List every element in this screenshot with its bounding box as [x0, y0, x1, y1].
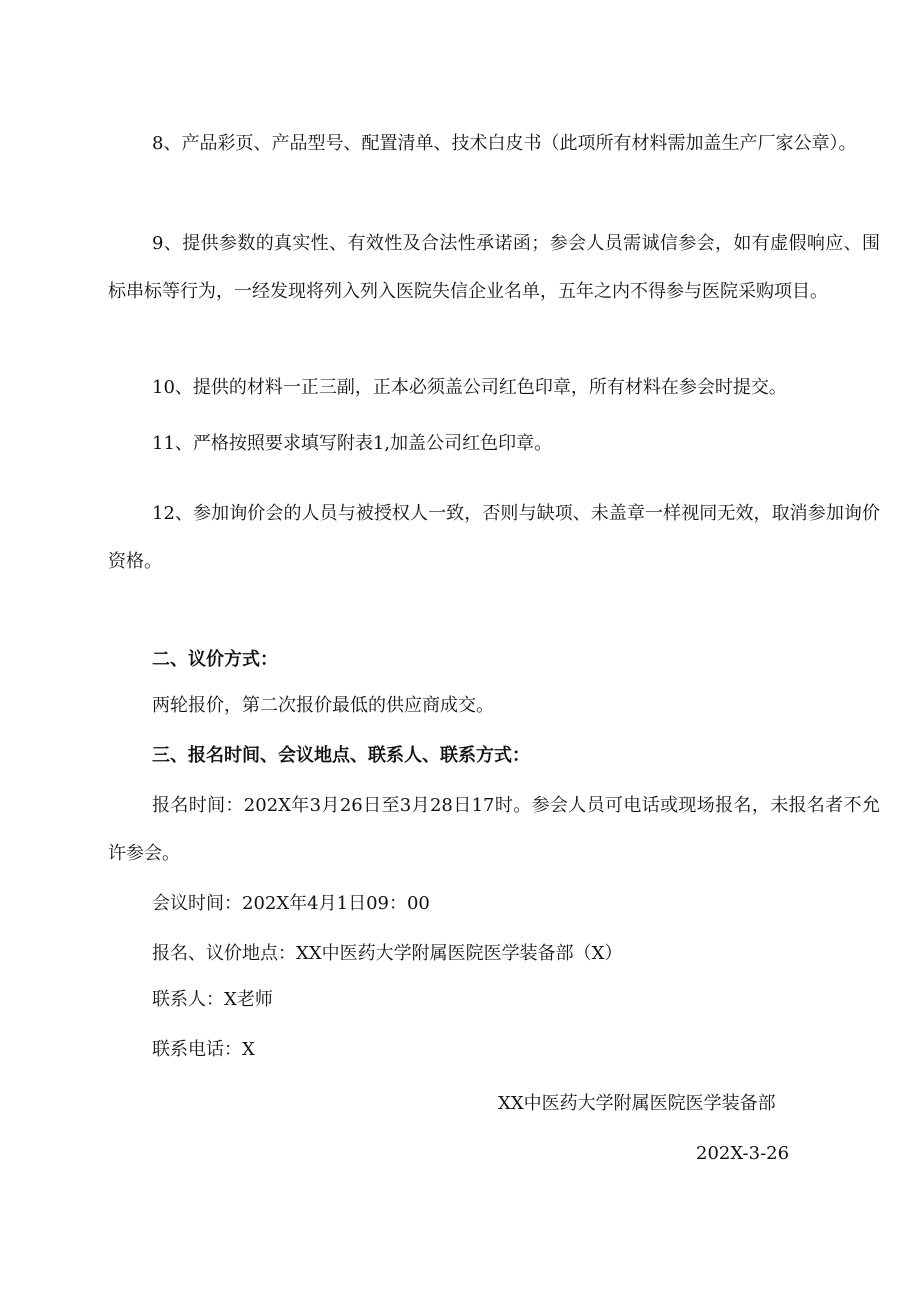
requirement-item-9: 9、提供参数的真实性、有效性及合法性承诺函；参会人员需诚信参会，如有虚假响应、围标串标等行为，一经发现将列入列入医院失信企业名单，五年之内不得参与医院采购项目。 — [108, 233, 880, 302]
requirement-item-11: 11、严格按照要求填写附表1,加盖公司红色印章。 — [152, 433, 553, 454]
contact-phone: 联系电话：X — [152, 1039, 255, 1060]
signature-date: 202X-3-26 — [696, 1143, 790, 1164]
contact-person: 联系人：X老师 — [152, 989, 273, 1010]
section-3-heading: 三、报名时间、会议地点、联系人、联系方式： — [152, 745, 530, 766]
meeting-location: 报名、议价地点：XX中医药大学附属医院医学装备部（X） — [152, 943, 623, 964]
section-2-heading: 二、议价方式： — [152, 649, 278, 670]
meeting-time: 会议时间：202X年4月1日09：00 — [152, 893, 430, 914]
requirement-item-8: 8、产品彩页、产品型号、配置清单、技术白皮书（此项所有材料需加盖生产厂家公章）。 — [152, 133, 857, 154]
section-2-body: 两轮报价，第二次报价最低的供应商成交。 — [152, 695, 494, 716]
signature-organization: XX中医药大学附属医院医学装备部 — [498, 1093, 776, 1114]
requirement-item-12: 12、参加询价会的人员与被授权人一致，否则与缺项、未盖章一样视同无效，取消参加询价资格。 — [108, 503, 880, 572]
requirement-item-10: 10、提供的材料一正三副，正本必须盖公司红色印章，所有材料在参会时提交。 — [152, 377, 787, 398]
registration-time: 报名时间：202X年3月26日至3月28日17时。参会人员可电话或现场报名，未报名者不允许参会。 — [108, 795, 880, 864]
